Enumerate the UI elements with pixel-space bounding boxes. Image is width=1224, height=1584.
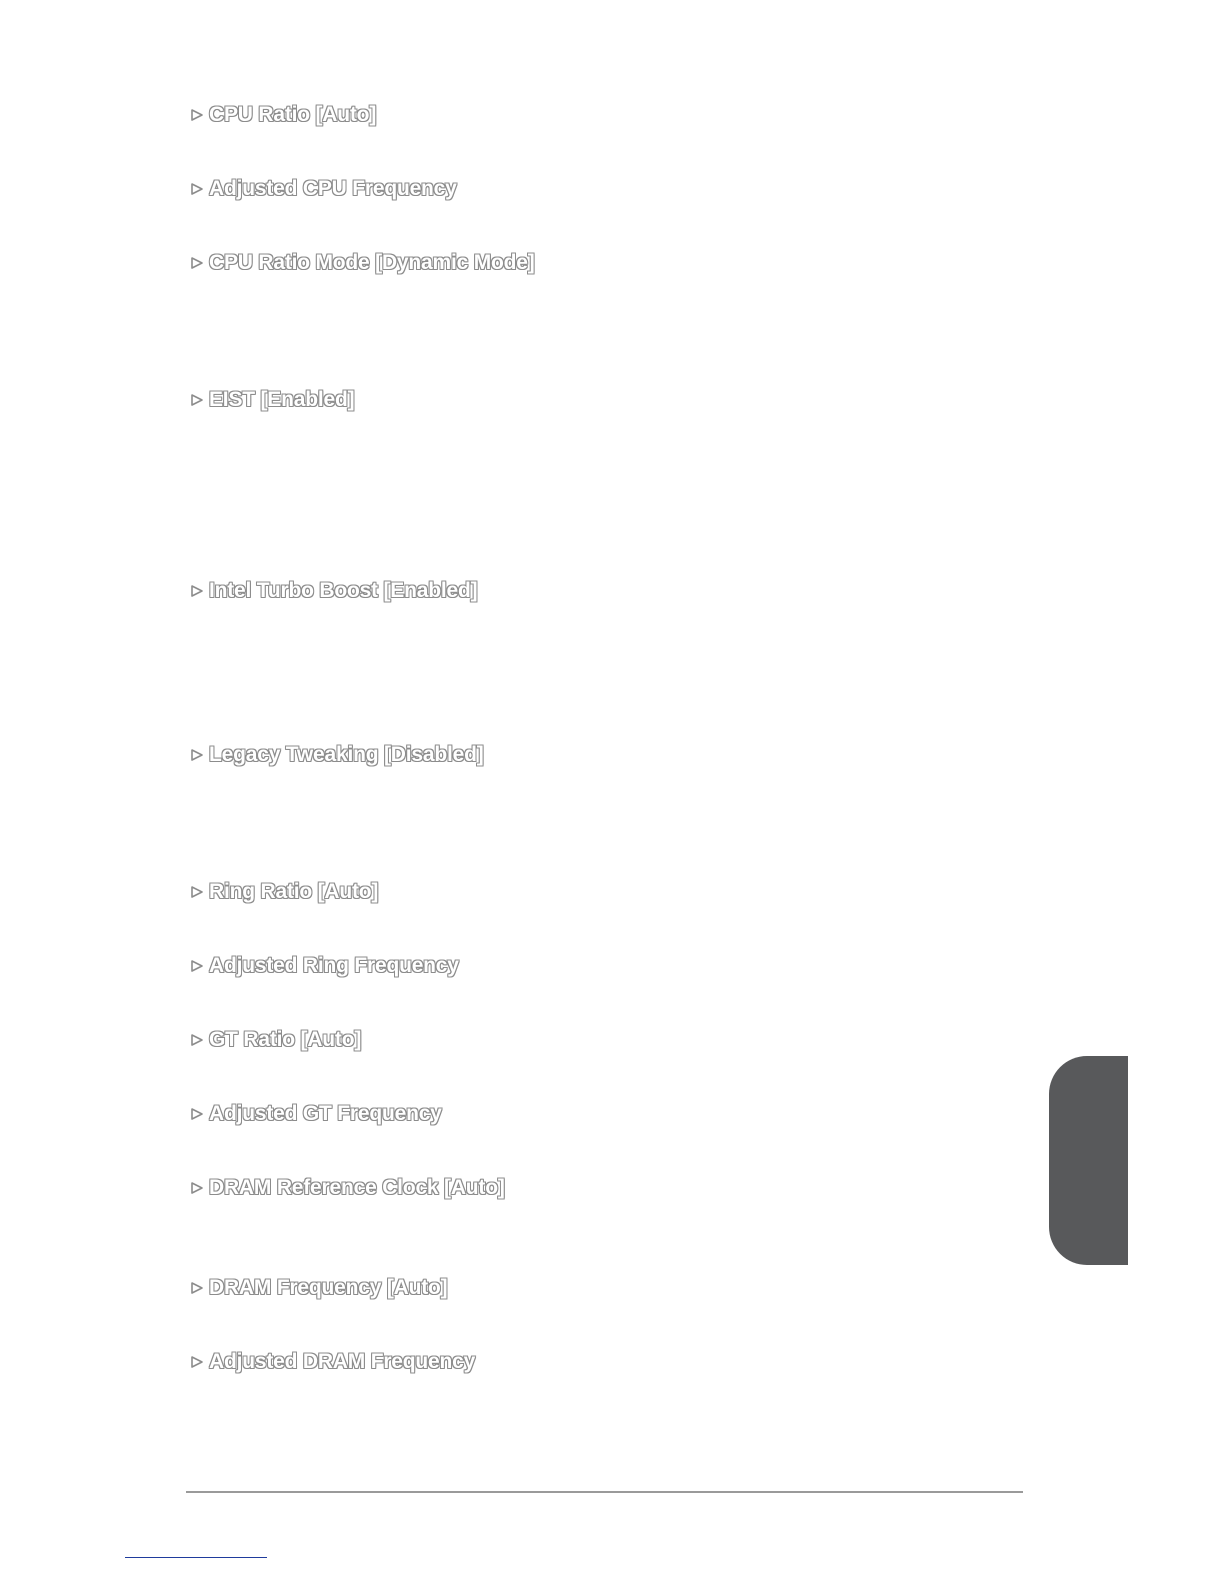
setting-item-gt-ratio xyxy=(188,1026,361,1054)
triangle-bullet-icon xyxy=(188,106,206,124)
triangle-bullet-icon xyxy=(188,1031,206,1049)
setting-item-legacy-tweaking xyxy=(188,741,484,769)
setting-item-adjusted-cpu-frequency xyxy=(188,175,457,203)
triangle-bullet-icon xyxy=(188,1353,206,1371)
triangle-bullet-icon xyxy=(188,883,206,901)
chapter-side-tab xyxy=(1049,1056,1128,1265)
setting-label: EIST [Enabled] xyxy=(209,388,355,411)
setting-label: Adjusted Ring Frequency xyxy=(209,954,459,977)
setting-label: CPU Ratio [Auto] xyxy=(209,103,377,126)
setting-item-cpu-ratio-mode xyxy=(188,249,535,277)
footer-divider xyxy=(186,1491,1023,1493)
setting-item-dram-frequency xyxy=(188,1274,447,1302)
setting-item-adjusted-dram-frequency xyxy=(188,1348,475,1376)
triangle-bullet-icon xyxy=(188,180,206,198)
setting-item-adjusted-gt-frequency xyxy=(188,1100,442,1128)
setting-item-cpu-ratio xyxy=(188,101,376,129)
setting-label: Adjusted DRAM Frequency xyxy=(209,1350,476,1373)
triangle-bullet-icon xyxy=(188,957,206,975)
setting-item-ring-ratio xyxy=(188,878,378,906)
bottom-link-underline[interactable] xyxy=(125,1557,267,1558)
setting-label: CPU Ratio Mode [Dynamic Mode] xyxy=(209,251,535,274)
setting-label: DRAM Frequency [Auto] xyxy=(209,1276,448,1299)
triangle-bullet-icon xyxy=(188,254,206,272)
triangle-bullet-icon xyxy=(188,391,206,409)
triangle-bullet-icon xyxy=(188,1179,206,1197)
setting-item-eist xyxy=(188,386,354,414)
setting-label: GT Ratio [Auto] xyxy=(209,1028,362,1051)
setting-label: Adjusted CPU Frequency xyxy=(209,177,457,200)
setting-label: Adjusted GT Frequency xyxy=(209,1102,442,1125)
setting-label: Ring Ratio [Auto] xyxy=(209,880,379,903)
triangle-bullet-icon xyxy=(188,1279,206,1297)
setting-item-intel-turbo-boost xyxy=(188,577,477,605)
setting-item-dram-reference-clock xyxy=(188,1174,505,1202)
setting-label: Intel Turbo Boost [Enabled] xyxy=(209,579,478,602)
setting-label: Legacy Tweaking [Disabled] xyxy=(209,743,484,766)
triangle-bullet-icon xyxy=(188,746,206,764)
triangle-bullet-icon xyxy=(188,582,206,600)
triangle-bullet-icon xyxy=(188,1105,206,1123)
setting-label: DRAM Reference Clock [Auto] xyxy=(209,1176,505,1199)
setting-item-adjusted-ring-frequency xyxy=(188,952,459,980)
